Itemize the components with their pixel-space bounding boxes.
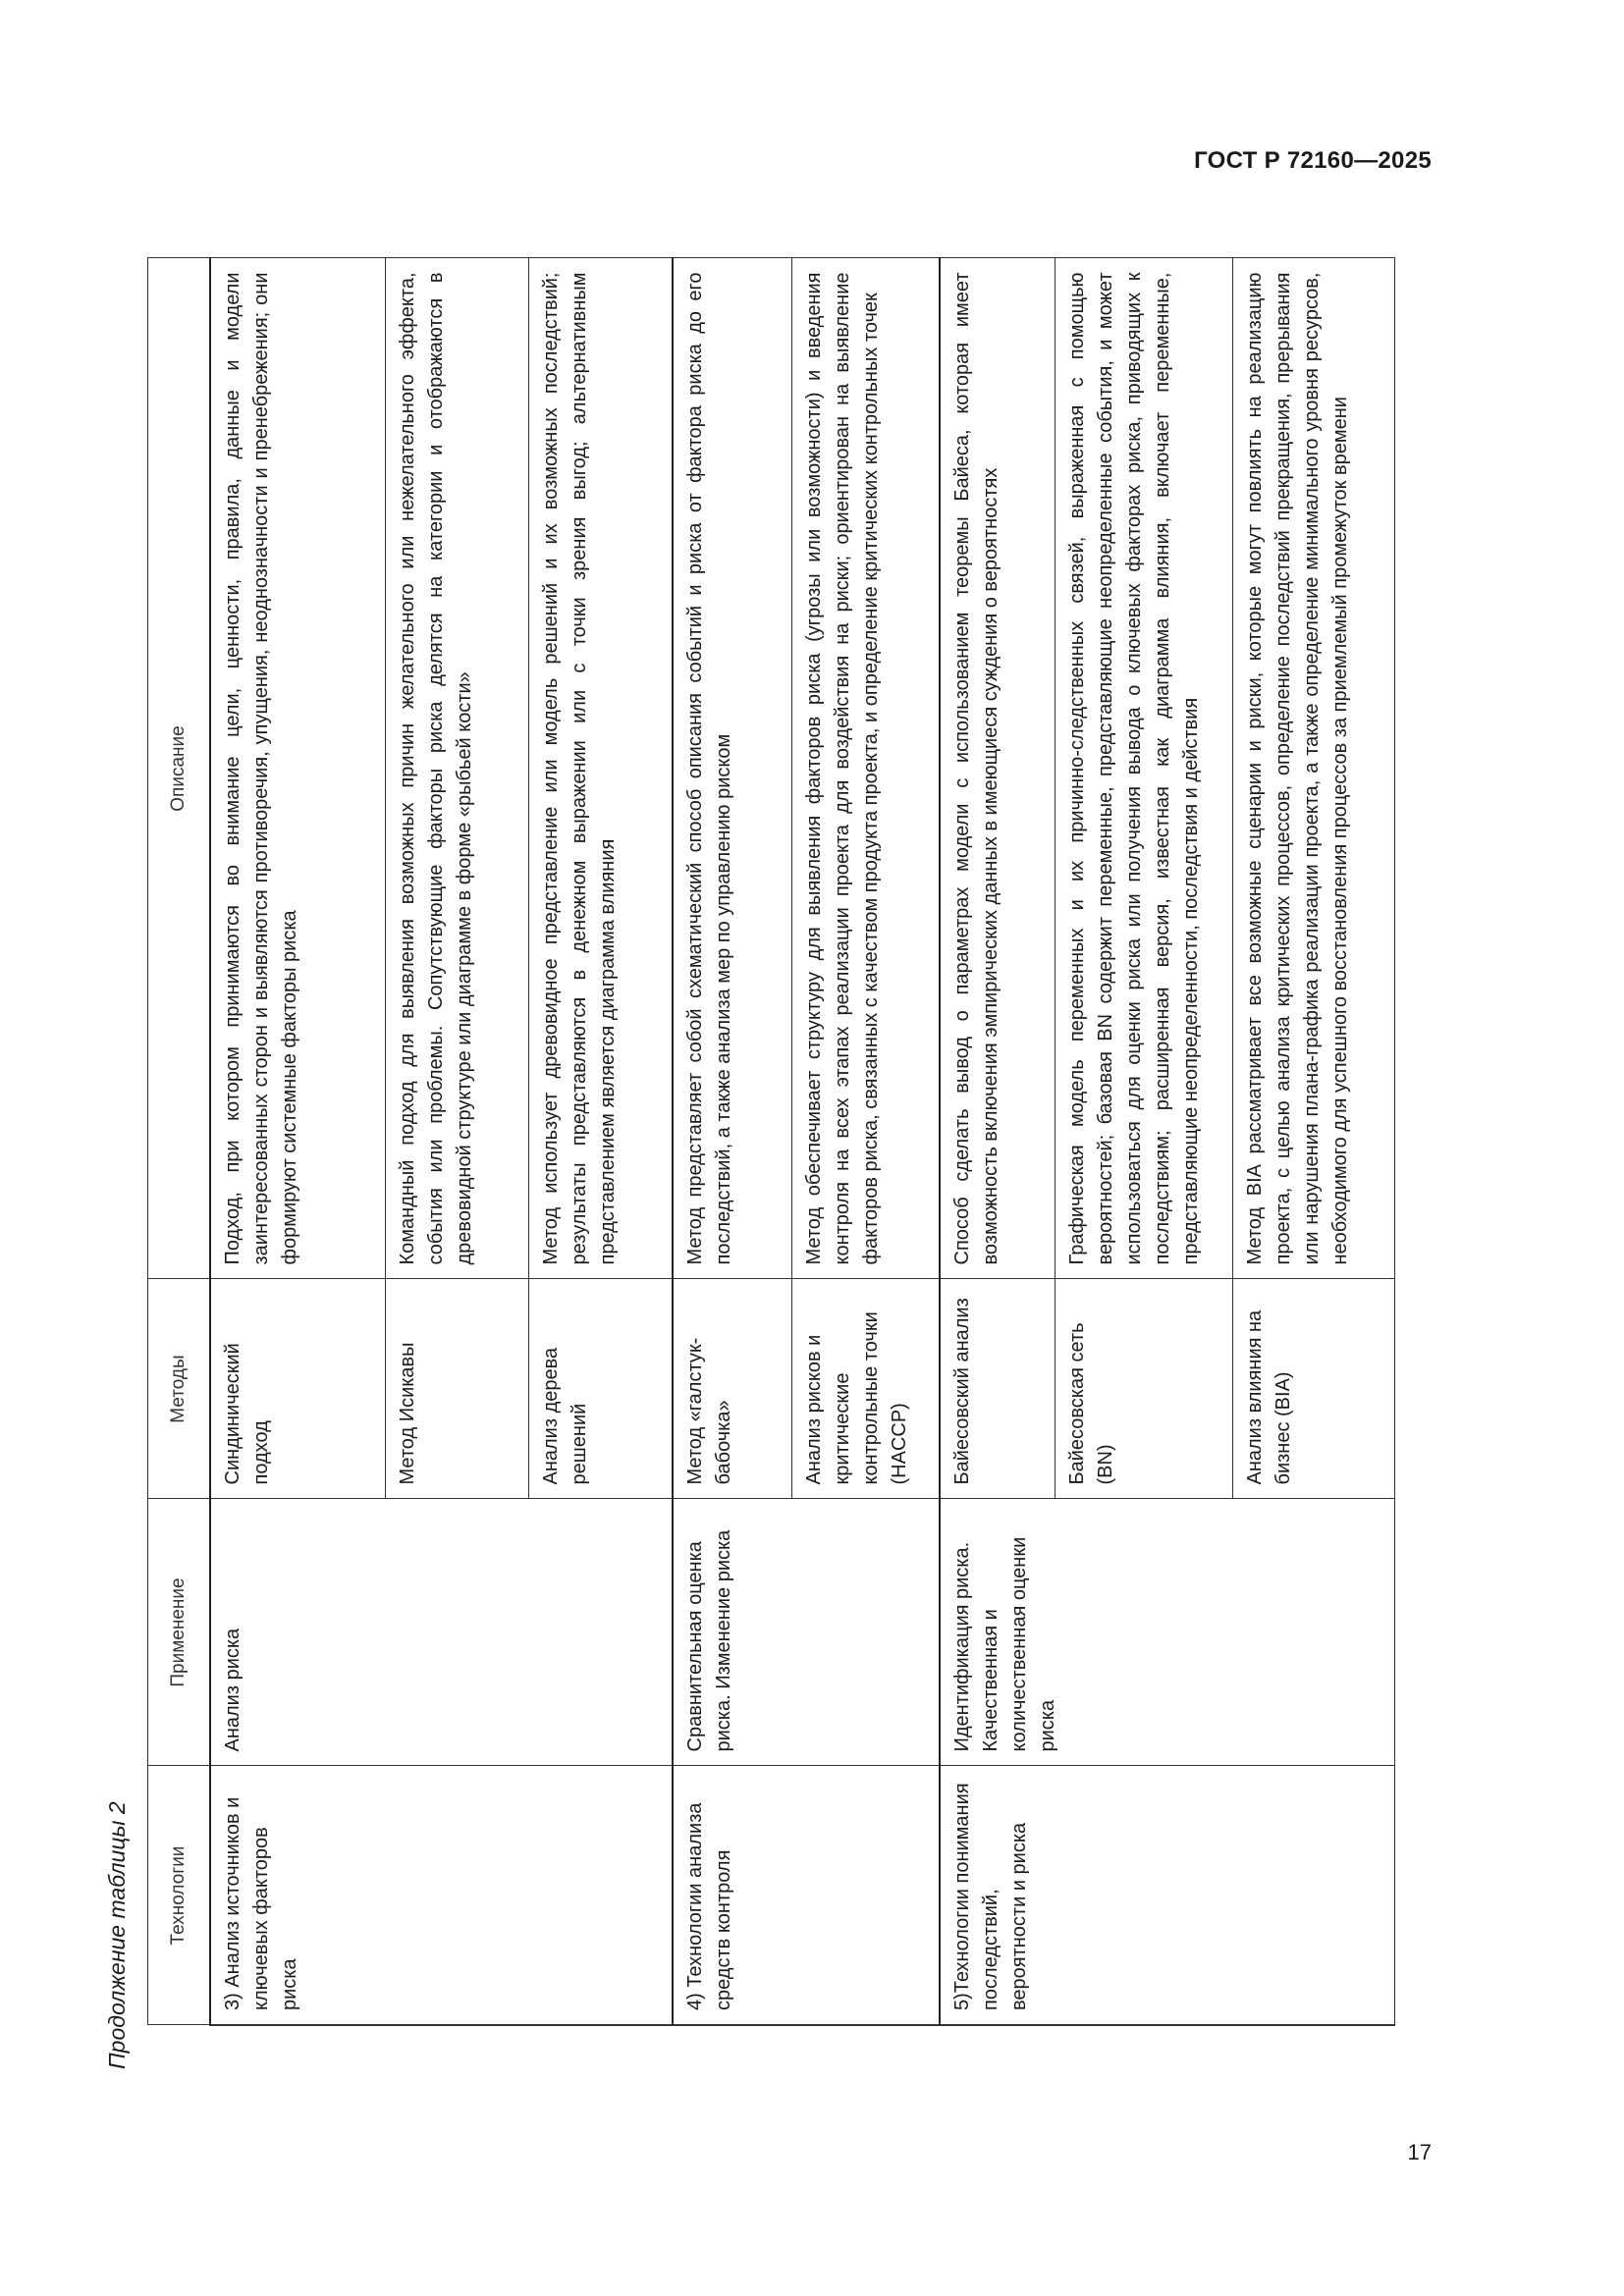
standard-code: ГОСТ Р 72160—2025 <box>1194 147 1432 174</box>
method-cell: Анализ дерева решений <box>528 1279 673 1499</box>
column-header-application: Применение <box>148 1499 211 1766</box>
table-row <box>940 258 1055 2025</box>
description-cell: Метод BIA рассматривает все возможные сценарии и риски, которые могут повлиять на реализацию проекта, с целью анализа критических процессов, определение последствий прекращения, прерывания или нарушения плана-графика реализации проекта, а также определение минимального уровня ресурсов, необходимого для успешного восстановления процессов за приемлемый промежуток времени <box>1232 258 1394 1279</box>
table-row <box>210 258 385 2025</box>
technology-cell: 3) Анализ источников и ключевых факторов риска <box>210 1766 673 2025</box>
description-cell: Подход, при котором принимаются во внимание цели, ценности, правила, данные и модели заинтересованных сторон и выявляются противоречия, упущения, неоднозначности и пренебрежения; они формируют системные факторы риска <box>210 258 385 1279</box>
method-cell: Байесовская сеть (BN) <box>1055 1279 1232 1499</box>
method-cell: Анализ влияния на бизнес (BIA) <box>1232 1279 1394 1499</box>
column-header-technologies: Технологии <box>148 1766 211 2025</box>
page-number: 17 <box>1407 2140 1432 2164</box>
application-cell: Сравнительная оценка риска. Изменение риска <box>673 1499 940 1766</box>
method-cell: Анализ рисков и критические контрольные точки (HACCP) <box>791 1279 940 1499</box>
column-header-methods: Методы <box>148 1279 211 1499</box>
method-cell: Байесовский анализ <box>940 1279 1055 1499</box>
table-row <box>673 258 791 2025</box>
application-cell: Идентификация риска. Качественная и количественная оценки риска <box>940 1499 1394 1766</box>
method-cell: Метод «галстук-бабочка» <box>673 1279 791 1499</box>
table-continuation-label: Продолжение таблицы 2 <box>104 1801 130 2069</box>
application-cell: Анализ риска <box>210 1499 673 1766</box>
technology-cell: 4) Технологии анализа средств контроля <box>673 1766 940 2025</box>
description-cell: Метод представляет собой схематический способ описания событий и риска от фактора риска до его последствий, а также анализа мер по управлению риском <box>673 258 791 1279</box>
technology-cell: 5)Технологии понимания последствий, вероятности и риска <box>940 1766 1394 2025</box>
table-header-row <box>148 258 211 2025</box>
method-cell: Синдинический подход <box>210 1279 385 1499</box>
description-cell: Графическая модель переменных и их причинно-следственных связей, выраженная с помощью вероятностей; базовая BN содержит переменные, представляющие неопределенные события, и может использоваться для оценки риска или получения вывода о ключевых факторах риска, приводящих к последствиям; расширенная версия, известная как диаграмма влияния, включает переменные, представляющие неопределенности, последствия и действия <box>1055 258 1232 1279</box>
rotated-table-region <box>98 236 1404 2081</box>
description-cell: Способ сделать вывод о параметрах модели с использованием теоремы Байеса, которая имеет возможность включения эмпирических данных в имеющиеся суждения о вероятностях <box>940 258 1055 1279</box>
method-cell: Метод Исикавы <box>385 1279 528 1499</box>
description-cell: Метод использует древовидное представление или модель решений и их возможных последствий; результаты представляются в денежном выражении или с точки зрения выгод; альтернативным представлением является диаграмма влияния <box>528 258 673 1279</box>
methods-table <box>147 258 1395 2027</box>
description-cell: Командный подход для выявления возможных причин желательного или нежелательного эффекта, события или проблемы. Сопутствующие факторы риска делятся на категории и отображаются в древовидной структуре или диаграмме в форме «рыбьей кости» <box>385 258 528 1279</box>
column-header-description: Описание <box>148 258 211 1279</box>
description-cell: Метод обеспечивает структуру для выявления факторов риска (угрозы или возможности) и введения контроля на всех этапах реализации проекта для воздействия на риски; ориентирован на выявление факторов риска, связанных с качеством продукта проекта, и определение критических контрольных точек <box>791 258 940 1279</box>
